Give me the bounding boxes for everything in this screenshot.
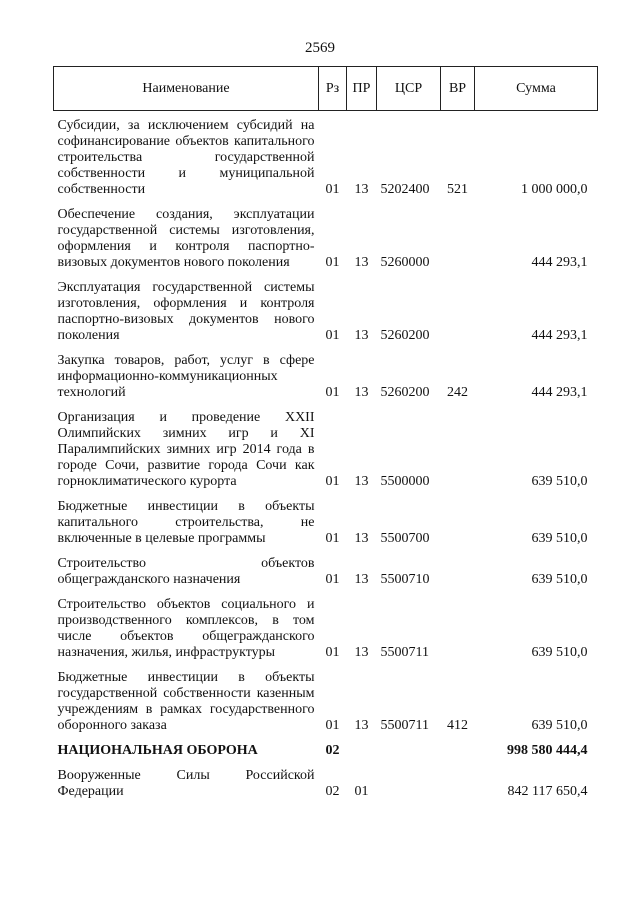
row-sum: 998 580 444,4 xyxy=(507,743,588,758)
row-name: Вооруженные Силы Российской Федерации xyxy=(57,768,315,799)
row-sum: 842 117 650,4 xyxy=(507,784,588,799)
row-vr xyxy=(441,493,475,550)
table-row xyxy=(54,664,598,737)
table-row xyxy=(54,111,598,202)
table-body xyxy=(54,111,598,804)
table-row xyxy=(54,274,598,347)
table-row xyxy=(54,493,598,550)
row-csr: 5260000 xyxy=(380,255,430,270)
row-csr: 5500711 xyxy=(380,718,429,733)
row-csr xyxy=(377,737,441,762)
table-row-section xyxy=(54,737,598,762)
row-sum: 639 510,0 xyxy=(531,645,588,660)
header-csr: ЦСР xyxy=(377,67,441,111)
row-csr: 5500700 xyxy=(380,531,430,546)
header-name: Наименование xyxy=(54,67,319,111)
row-rz: 02 xyxy=(325,784,340,799)
row-vr xyxy=(441,274,475,347)
row-sum: 639 510,0 xyxy=(531,718,588,733)
row-name: Организация и проведение XXII Олимпийских зимних игр и XI Паралимпийских зимних игр 2014 года в городе Сочи, развитие города Сочи как горноклиматического курорта xyxy=(57,410,315,489)
table-row xyxy=(54,591,598,664)
row-pr: 13 xyxy=(354,474,369,489)
row-pr: 13 xyxy=(354,531,369,546)
row-name: Субсидии, за исключением субсидий на софинансирование объектов капитального строительства государственной собственности и муниципальной собственности xyxy=(57,118,315,197)
row-vr xyxy=(441,737,475,762)
row-csr: 5500000 xyxy=(380,474,430,489)
row-vr xyxy=(441,404,475,493)
row-name: Обеспечение создания, эксплуатации государственной системы изготовления, оформления и контроля паспортно-визовых документов нового поколения xyxy=(57,207,315,270)
table-header xyxy=(54,67,598,111)
row-sum: 444 293,1 xyxy=(531,255,588,270)
row-csr: 5260200 xyxy=(380,385,430,400)
row-sum: 444 293,1 xyxy=(531,385,588,400)
row-rz: 01 xyxy=(325,328,340,343)
header-vr: ВР xyxy=(441,67,475,111)
row-rz: 01 xyxy=(325,255,340,270)
row-csr: 5260200 xyxy=(380,328,430,343)
header-rz: Рз xyxy=(319,67,347,111)
table-row xyxy=(54,550,598,591)
row-vr: 521 xyxy=(447,182,468,197)
row-rz: 02 xyxy=(325,743,340,758)
row-vr xyxy=(441,201,475,274)
table-row xyxy=(54,201,598,274)
row-name: Эксплуатация государственной системы изготовления, оформления и контроля паспортно-визовых документов нового поколения xyxy=(57,280,315,343)
budget-table xyxy=(53,66,598,803)
row-rz: 01 xyxy=(325,385,340,400)
page-number: 2569 xyxy=(305,40,335,56)
row-csr: 5500711 xyxy=(380,645,429,660)
row-name: Закупка товаров, работ, услуг в сфере информационно-коммуникационных технологий xyxy=(57,353,315,400)
row-name: Строительство объектов общегражданского назначения xyxy=(57,556,315,587)
row-rz: 01 xyxy=(325,572,340,587)
row-vr xyxy=(441,550,475,591)
row-pr: 13 xyxy=(354,718,369,733)
row-pr: 01 xyxy=(354,784,369,799)
header-sum: Сумма xyxy=(475,67,598,111)
row-pr: 13 xyxy=(354,328,369,343)
row-pr: 13 xyxy=(354,572,369,587)
row-vr: 412 xyxy=(447,718,468,733)
row-name: НАЦИОНАЛЬНАЯ ОБОРОНА xyxy=(57,743,258,758)
row-csr xyxy=(377,762,441,803)
table-row xyxy=(54,762,598,803)
row-rz: 01 xyxy=(325,718,340,733)
row-rz: 01 xyxy=(325,531,340,546)
row-pr: 13 xyxy=(354,182,369,197)
row-rz: 01 xyxy=(325,474,340,489)
row-vr xyxy=(441,762,475,803)
row-sum: 639 510,0 xyxy=(531,572,588,587)
row-sum: 444 293,1 xyxy=(531,328,588,343)
header-pr: ПР xyxy=(347,67,377,111)
table-row xyxy=(54,404,598,493)
row-name: Бюджетные инвестиции в объекты государственной собственности казенным учреждениям в рамках государственного оборонного заказа xyxy=(57,670,315,733)
row-sum: 639 510,0 xyxy=(531,531,588,546)
row-pr: 13 xyxy=(354,255,369,270)
row-vr xyxy=(441,591,475,664)
row-vr: 242 xyxy=(447,385,468,400)
row-name: Строительство объектов социального и производственного комплексов, в том числе объектов общегражданского назначения, жилья, инфраструктуры xyxy=(57,597,315,660)
row-pr xyxy=(347,737,377,762)
row-pr: 13 xyxy=(354,645,369,660)
row-sum: 639 510,0 xyxy=(531,474,588,489)
row-csr: 5500710 xyxy=(380,572,430,587)
table-row xyxy=(54,347,598,404)
row-name: Бюджетные инвестиции в объекты капитального строительства, не включенные в целевые программы xyxy=(57,499,315,546)
row-sum: 1 000 000,0 xyxy=(521,182,588,197)
row-rz: 01 xyxy=(325,645,340,660)
row-pr: 13 xyxy=(354,385,369,400)
row-rz: 01 xyxy=(325,182,340,197)
header-row xyxy=(54,67,598,111)
row-csr: 5202400 xyxy=(380,182,430,197)
